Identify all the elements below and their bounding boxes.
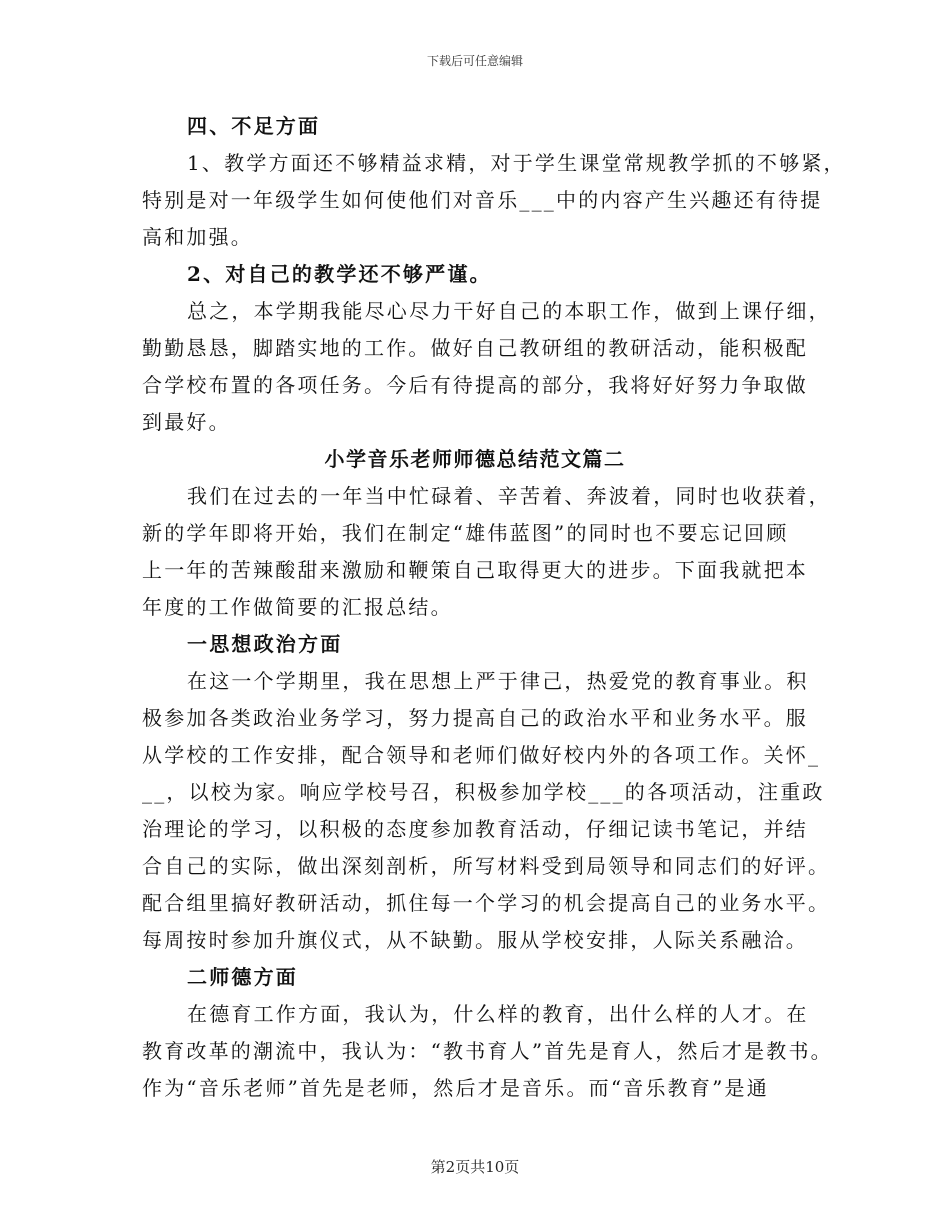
- paragraph-line: 从学校的工作安排，配合领导和老师们做好校内外的各项工作。关怀_: [142, 743, 821, 767]
- paragraph-line: 新的学年即将开始，我们在制定“雄伟蓝图”的同时也不要忘记回顾: [142, 521, 789, 545]
- paragraph-line: 教育改革的潮流中，我认为：“教书育人”首先是育人，然后才是教书。: [142, 1039, 833, 1063]
- section-heading: 一思想政治方面: [187, 632, 343, 656]
- section-heading: 四、不足方面: [187, 114, 321, 138]
- paragraph-line: 作为“音乐老师”首先是老师，然后才是音乐。而“音乐教育”是通: [142, 1076, 769, 1100]
- paragraph-line: 高和加强。: [142, 225, 253, 249]
- paragraph-line: 勤勤恳恳，脚踏实地的工作。做好自己教研组的教研活动，能积极配: [142, 336, 808, 360]
- section-heading: 2、对自己的教学还不够严谨。: [187, 262, 492, 286]
- paragraph-line: 年度的工作做简要的汇报总结。: [142, 595, 453, 619]
- document-title: 小学音乐老师师德总结范文篇二: [324, 447, 626, 471]
- paragraph-line: 在德育工作方面，我认为，什么样的教育，出什么样的人才。在: [187, 1002, 809, 1026]
- page-header: 下载后可任意编辑: [426, 54, 523, 68]
- paragraph-line: 总之，本学期我能尽心尽力干好自己的本职工作，做到上课仔细，: [187, 299, 831, 323]
- paragraph-line: 每周按时参加升旗仪式，从不缺勤。服从学校安排，人际关系融洽。: [142, 928, 808, 952]
- paragraph-line: 到最好。: [142, 410, 231, 434]
- paragraph-line: 1、教学方面还不够精益求精，对于学生课堂常规教学抓的不够紧，: [187, 151, 846, 175]
- paragraph-line: 极参加各类政治业务学习，努力提高自己的政治水平和业务水平。服: [142, 706, 808, 730]
- paragraph-line: 治理论的学习，以积极的态度参加教育活动，仔细记读书笔记，并结: [142, 817, 808, 841]
- page-footer: 第2页共10页: [430, 1158, 520, 1176]
- paragraph-line: 特别是对一年级学生如何使他们对音乐___中的内容产生兴趣还有待提: [142, 188, 823, 212]
- paragraph-line: 上一年的苦辣酸甜来激励和鞭策自己取得更大的进步。下面我就把本: [142, 558, 808, 582]
- paragraph-line: 配合组里搞好教研活动，抓住每一个学习的机会提高自己的业务水平。: [142, 891, 831, 915]
- paragraph-line: 我们在过去的一年当中忙碌着、辛苦着、奔波着，同时也收获着，: [187, 484, 831, 508]
- section-heading: 二师德方面: [187, 965, 298, 989]
- paragraph-line: __，以校为家。响应学校号召，积极参加学校___的各项活动，注重政: [142, 780, 825, 804]
- paragraph-line: 在这一个学期里，我在思想上严于律己，热爱党的教育事业。积: [187, 669, 809, 693]
- paragraph-line: 合学校布置的各项任务。今后有待提高的部分，我将好好努力争取做: [142, 373, 808, 397]
- paragraph-line: 合自己的实际，做出深刻剖析，所写材料受到局领导和同志们的好评。: [142, 854, 831, 878]
